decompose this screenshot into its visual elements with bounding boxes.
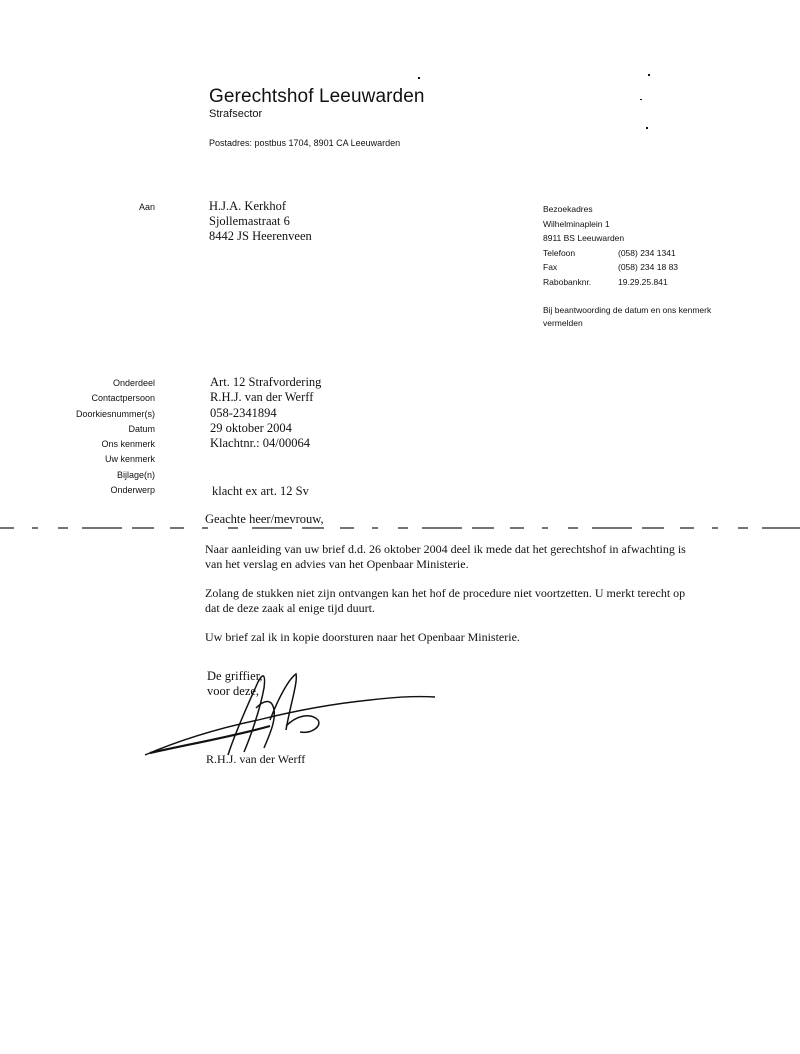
phone-label: Telefoon bbox=[543, 247, 576, 258]
meta-ons-kenmerk: Klachtnr.: 04/00064 bbox=[210, 436, 310, 451]
meta-labels bbox=[30, 376, 155, 498]
postal-address: Postadres: postbus 1704, 8901 CA Leeuwarden bbox=[209, 138, 401, 148]
bank-value: 19.29.25.841 bbox=[618, 276, 668, 287]
meta-label-ons-kenmerk: Ons kenmerk bbox=[101, 439, 155, 450]
bank-row bbox=[543, 275, 678, 290]
body-paragraph-2: Zolang de stukken niet zijn ontvangen kan het hof de procedure niet voortzetten. U merkt terecht op dat de deze zaak al enige tijd duurt. bbox=[205, 586, 686, 615]
signer-name: R.H.J. van der Werff bbox=[206, 752, 306, 766]
meta-label-bijlagen: Bijlage(n) bbox=[116, 469, 155, 480]
scan-speck bbox=[418, 77, 420, 79]
meta-label-uw-kenmerk: Uw kenmerk bbox=[104, 454, 155, 465]
meta-label-onderwerp: Onderwerp bbox=[110, 485, 155, 496]
recipient-address bbox=[209, 199, 312, 244]
phone-value: (058) 234 1341 bbox=[618, 247, 676, 258]
salutation: Geachte heer/mevrouw, bbox=[205, 512, 324, 526]
bank-label: Rabobanknr. bbox=[543, 276, 592, 287]
closing-line-voor-deze: voor deze, bbox=[207, 684, 260, 698]
phone-row bbox=[543, 246, 678, 261]
meta-onderdeel: Art. 12 Strafvordering bbox=[210, 375, 322, 389]
fold-line bbox=[0, 527, 800, 529]
closing-line-griffier: De griffier, bbox=[207, 669, 263, 683]
recipient-street: Sjollemastraat 6 bbox=[209, 214, 290, 228]
visit-address-block bbox=[543, 202, 678, 290]
meta-contactpersoon: R.H.J. van der Werff bbox=[210, 390, 314, 405]
recipient-label: Aan bbox=[138, 202, 155, 212]
fax-value: (058) 234 18 83 bbox=[618, 262, 679, 273]
visit-address-street: Wilhelminaplein 1 bbox=[543, 218, 610, 229]
visit-address-city: 8911 BS Leeuwarden bbox=[543, 233, 625, 244]
meta-doorkiesnummer: 058-2341894 bbox=[210, 405, 277, 420]
fax-row bbox=[543, 260, 678, 275]
meta-label-contactpersoon: Contactpersoon bbox=[91, 393, 155, 404]
reference-note: Bij beantwoording de datum en ons kenmerk vermelden bbox=[543, 305, 712, 328]
meta-datum: 29 oktober 2004 bbox=[210, 420, 292, 435]
body-paragraph-3: Uw brief zal ik in kopie doorsturen naar het Openbaar Ministerie. bbox=[205, 630, 520, 644]
recipient-city: 8442 JS Heerenveen bbox=[209, 229, 312, 243]
scan-speck bbox=[640, 99, 642, 100]
visit-address-heading: Bezoekadres bbox=[543, 204, 593, 214]
meta-label-onderdeel: Onderdeel bbox=[112, 378, 155, 388]
body-paragraph-1: Naar aanleiding van uw brief d.d. 26 oktober 2004 deel ik mede dat het gerechtshof in afwachting is van het verslag en advies van het Openbaar Ministerie. bbox=[205, 542, 686, 571]
scan-speck bbox=[648, 74, 650, 76]
fax-label: Fax bbox=[543, 262, 558, 273]
recipient-name: H.J.A. Kerkhof bbox=[209, 199, 287, 213]
organization-sector: Strafsector bbox=[209, 108, 263, 120]
meta-label-doorkiesnummer: Doorkiesnummer(s) bbox=[75, 408, 155, 419]
meta-values bbox=[210, 375, 321, 451]
organization-name: Gerechtshof Leeuwarden bbox=[209, 86, 425, 107]
meta-onderwerp: klacht ex art. 12 Sv bbox=[212, 484, 309, 498]
meta-label-datum: Datum bbox=[128, 423, 155, 434]
scan-speck bbox=[646, 127, 648, 129]
